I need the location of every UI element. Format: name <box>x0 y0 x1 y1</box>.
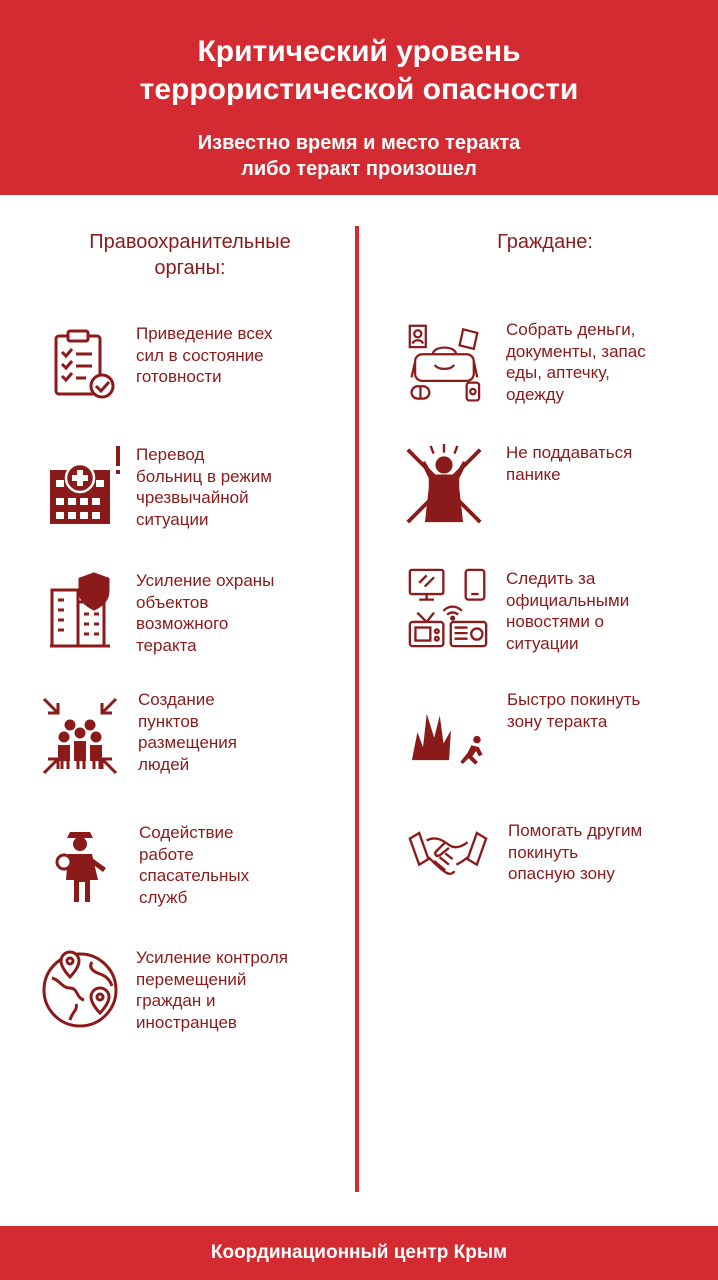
explosion-run-icon <box>410 695 490 775</box>
right-column-heading: Граждане: <box>497 231 593 253</box>
no-panic-icon <box>404 444 484 524</box>
item-text: Быстро покинуть зону теракта <box>507 690 641 731</box>
page-subtitle: Известно время и место теракта либо теракт произошел <box>197 132 521 180</box>
item-text: Усиление контроля перемещений граждан и иностранцев <box>136 948 289 1032</box>
handshake-icon <box>408 820 488 900</box>
footer-text: Координационный центр Крым <box>210 1242 508 1263</box>
item-text: Создание пунктов размещения людей <box>138 690 237 774</box>
page-title: Критический уровень террористической опасности <box>139 35 579 106</box>
item-text: Следить за официальными новостями о ситуации <box>506 569 630 653</box>
item-text: Перевод больниц в режим чрезвычайной ситуации <box>136 445 272 529</box>
item-text: Содействие работе спасательных служб <box>139 823 250 907</box>
left-column-heading: Правоохранительные органы: <box>89 231 291 279</box>
footer-banner <box>0 1226 718 1280</box>
item-text: Приведение всех сил в состояние готовности <box>136 324 273 386</box>
crowd-gathering-icon <box>40 695 120 775</box>
hospital-icon <box>46 444 126 524</box>
media-devices-icon <box>408 568 488 648</box>
item-text: Усиление охраны объектов возможного теракта <box>136 571 275 655</box>
firefighter-icon <box>44 822 124 902</box>
item-text: Собрать деньги, документы, запас еды, аптечку, одежду <box>506 320 646 404</box>
guarded-building-icon <box>48 570 128 650</box>
item-text: Не поддаваться панике <box>506 443 633 484</box>
checklist-icon <box>50 328 130 408</box>
item-text: Помогать другим покинуть опасную зону <box>508 821 643 883</box>
globe-location-icon <box>40 948 120 1028</box>
emergency-bag-icon <box>408 324 488 404</box>
header-banner <box>0 0 718 195</box>
column-divider <box>355 226 359 1192</box>
